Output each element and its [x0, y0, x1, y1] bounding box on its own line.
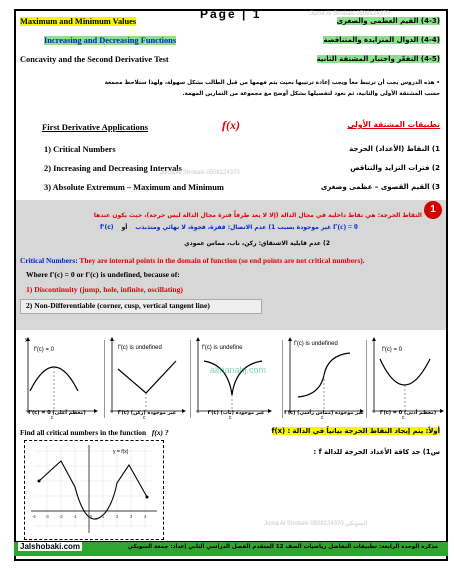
- reason-discontinuity: 1) Discontinuity (jump, hole, infinite, oscillating): [26, 285, 183, 294]
- watermark: Juma Al Shobaki 0508124370 الشوبكي: [264, 521, 368, 527]
- graph-caption-4: غير موجودة (مماس رأسي) f'(c): [284, 410, 364, 416]
- find-text: Find all critical numbers in the function: [20, 428, 147, 437]
- graph-vertical-tangent: [288, 339, 362, 421]
- graph-caption-5: (معظم أدنى) f'(c) = 0: [379, 410, 437, 416]
- graph-min-smooth: [372, 339, 442, 421]
- graph-divider: [282, 340, 283, 418]
- svg-text:-1: -1: [73, 514, 77, 519]
- footer-site[interactable]: Jalshobaki.com: [20, 542, 81, 551]
- graph-label-5: f'(c) = 0: [382, 347, 402, 353]
- critical-def-text: They are internal points in the domain of function (so end points are not critical numbers).: [77, 256, 365, 265]
- graph-caption-1: (معظم أعلى) f'(c) = 0: [28, 410, 86, 416]
- graph-corner: [110, 339, 184, 421]
- graph-caption-2: غير موجودة (ركن) f'(c): [117, 410, 177, 416]
- critical-def-label: Critical Numbers:: [20, 256, 78, 265]
- graph-max-smooth: [25, 337, 96, 421]
- graph-divider: [104, 340, 105, 418]
- fda-item-en-2: 2) Increasing and Decreasing Intervals: [44, 164, 182, 173]
- graph-divider: [366, 340, 367, 418]
- find-fx: f(x) ?: [151, 428, 169, 437]
- c-label: c: [229, 415, 232, 421]
- toc-ar-2: (4-4) الدوال المتزايدة والمتناقصة: [323, 36, 440, 44]
- c-label: c: [51, 415, 54, 421]
- first-step-ar: [272, 427, 440, 435]
- fda-item-en-3: 3) Absolute Extremum – Maximum and Minimum: [44, 183, 224, 192]
- c-label: c: [321, 415, 324, 421]
- fda-fx: f(x): [222, 118, 240, 132]
- watermark: Juma Al Shobaki 0508124370: [160, 170, 240, 176]
- plot-ticks: [32, 514, 147, 519]
- toc-ar-3: (4-5) التقعّر واختبار المشتقة الثانية: [316, 55, 440, 63]
- fda-item-ar-2: 2) فترات التزايد والتناقص: [350, 164, 440, 172]
- toc-en-1: Maximum and Minimum Values: [20, 17, 137, 26]
- question-1-ar: س1) جد كافة الأعداد الحرجة للدالة f :: [313, 448, 440, 456]
- fda-item-en-1: 1) Critical Numbers: [44, 145, 116, 154]
- watermark: Juma Al Shobaki 0508124370: [310, 11, 390, 17]
- reason-non-differentiable: 2) Non-Differentiable (corner, cusp, vertical tangent line): [26, 301, 210, 310]
- fda-item-ar-3: 3) القيم القصوى – عظمى وصغرى: [320, 183, 440, 191]
- graph-divider: [190, 340, 191, 418]
- critical-cond-row: [100, 222, 358, 231]
- non-differentiable-ar: 2) عدم قابلية الاشتقاق: ركن، ناب، مماس عمودي: [184, 240, 330, 247]
- c-label: c: [143, 415, 146, 421]
- plot-grid: [35, 446, 153, 529]
- graph-caption-3: غير موجودة (ناب) f'(c): [207, 410, 265, 416]
- graph-watermark: almanahj.com: [210, 365, 267, 375]
- svg-text:2: 2: [116, 514, 119, 519]
- fda-title-ar: تطبيقات المشتقة الأولى: [347, 120, 440, 129]
- cond-undefined: f'(c) غير موجودة بسبب 1) عدم الاتصال: قفزة، فجوة، لا نهائي ومتذبذب: [100, 224, 332, 231]
- cond-zero: f'(c) = 0: [333, 222, 358, 231]
- function-plot-box: [24, 440, 164, 540]
- toc-en-3: Concavity and the Second Derivative Test: [20, 55, 169, 64]
- graph-cusp: [196, 339, 270, 421]
- function-plot: [25, 441, 162, 538]
- svg-text:4: 4: [144, 514, 147, 519]
- svg-text:-3: -3: [45, 514, 49, 519]
- section-number-badge: 1: [424, 201, 442, 219]
- svg-text:1: 1: [102, 514, 105, 519]
- c-label: c: [402, 415, 405, 421]
- critical-definition-en: [20, 256, 365, 265]
- intro-note-line2: حسب المشتقة الأولى والثانية، ثم نعود لتفصيلها بشكل أوضح مع مجموعة من التمارين المهمة.: [182, 91, 440, 97]
- intro-note-line1: • هذه الدروس يجب أن ترتبط معاً ويجب إعادة ترتيبها بحيث يتم فهمها من قبل الطالب بشكل سهولة، ولهذا ستلاحظ مجمعة: [104, 80, 440, 86]
- svg-text:-2: -2: [59, 514, 63, 519]
- footer-text: مذكرة الوحدة الرابعة: تطبيقات التفاضل رياضيات الصف 12 المتقدم الفصل الدراسي الثاني إعداد: جمعة الشوبكي: [127, 544, 438, 550]
- plot-title: y = f(x): [113, 449, 129, 455]
- svg-text:0: 0: [90, 514, 93, 519]
- critical-definition-ar: [94, 212, 422, 219]
- graph-label-1: f'(c) = 0: [34, 347, 54, 353]
- graph-label-2: f'(c) is undefined: [118, 345, 162, 351]
- graph-label-3: f'(c) is undefine: [202, 345, 243, 351]
- page-number: Page | 1: [200, 7, 262, 21]
- y-axis-label: y: [25, 337, 28, 343]
- fda-title-en: First Derivative Applications: [42, 122, 148, 132]
- critical-definition-ar-text: النقاط الحرجة: هي نقاط داخلية في مجال الدالة (إلا لا يعد طرفاً فترة مجال الدالة ليس حرجة)، حيث يكون عندها: [93, 212, 422, 219]
- svg-text:3: 3: [130, 514, 133, 519]
- find-question-en: [20, 428, 169, 437]
- graph-label-4: f'(c) is undefined: [294, 341, 338, 347]
- toc-en-2: Increasing and Decreasing Functions: [44, 36, 177, 45]
- critical-where: Where f'(c) = 0 or f'(c) is undefined, because of:: [26, 270, 180, 279]
- svg-text:-4: -4: [32, 514, 36, 519]
- toc-ar-1: (4-3) القيم العظمى والصغرى: [336, 17, 440, 25]
- first-step-text: أولاً: يتم إيجاد النقاط الحرجة بيانياً في الدالة : f(x): [271, 427, 440, 435]
- fda-item-ar-1: 1) النقاط (الأعداد) الحرجة: [349, 145, 440, 153]
- cond-or: أو: [121, 224, 128, 231]
